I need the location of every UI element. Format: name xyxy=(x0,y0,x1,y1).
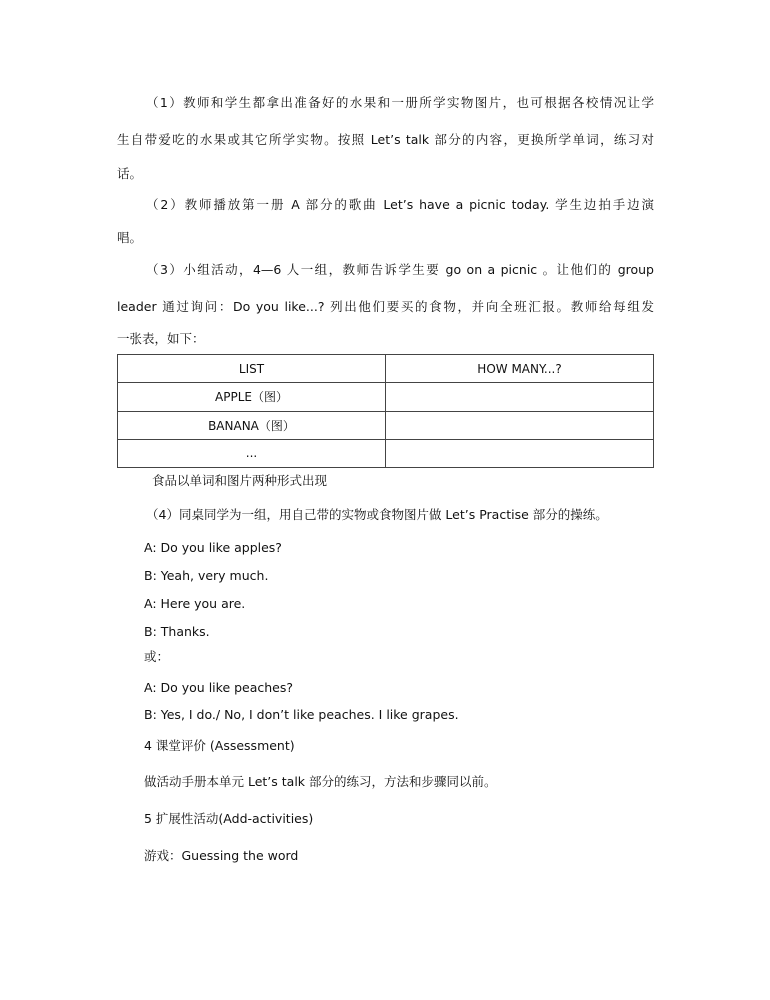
section-5-heading: 5 扩展性活动(Add-activities) xyxy=(144,811,314,826)
table-header-list: LIST xyxy=(118,355,386,383)
table-header-how-many: HOW MANY...? xyxy=(386,355,654,383)
food-list-table xyxy=(117,354,654,468)
dialogue-line: B: Yeah, very much. xyxy=(144,568,269,583)
table-cell: APPLE（图） xyxy=(118,383,386,411)
dialogue-line: A: Do you like peaches? xyxy=(144,680,294,695)
paragraph-3-line-2: leader 通过询问：Do you like...? 列出他们要买的食物，并向全班汇报。教师给每组发 xyxy=(117,299,654,314)
table-cell: BANANA（图） xyxy=(118,411,386,439)
paragraph-2-line-1: （2）教师播放第一册 A 部分的歌曲 Let’s have a picnic today. 学生边拍手边演 xyxy=(146,197,654,212)
paragraph-3-line-1: （3）小组活动，4—6 人一组，教师告诉学生要 go on a picnic 。让他们的 group xyxy=(146,262,654,277)
paragraph-3-line-3: 一张表，如下： xyxy=(117,331,205,346)
table-cell xyxy=(386,383,654,411)
section-4-heading: 4 课堂评价 (Assessment) xyxy=(144,738,295,753)
paragraph-1-line-2: 生自带爱吃的水果或其它所学实物。按照 Let’s talk 部分的内容，更换所学单词，练习对 xyxy=(117,132,654,147)
dialogue-line: B: Thanks. xyxy=(144,624,210,639)
table-header-row xyxy=(118,355,654,383)
section-5-text: 游戏：Guessing the word xyxy=(144,848,299,863)
table-cell xyxy=(386,411,654,439)
table-row xyxy=(118,411,654,439)
dialogue-line: A: Do you like apples? xyxy=(144,540,282,555)
table-row xyxy=(118,383,654,411)
paragraph-2-line-2: 唱。 xyxy=(117,230,143,245)
table-cell: ... xyxy=(118,439,386,467)
table-cell xyxy=(386,439,654,467)
paragraph-4: （4）同桌同学为一组，用自己带的实物或食物图片做 Let’s Practise 部分的操练。 xyxy=(146,507,608,522)
paragraph-1-line-3: 话。 xyxy=(117,166,143,181)
table-row xyxy=(118,439,654,467)
dialogue-line: B: Yes, I do./ No, I don’t like peaches. I like grapes. xyxy=(144,707,459,722)
section-4-text: 做活动手册本单元 Let’s talk 部分的练习，方法和步骤同以前。 xyxy=(144,774,497,789)
table-note: 食品以单词和图片两种形式出现 xyxy=(152,473,328,488)
dialogue-line: A: Here you are. xyxy=(144,596,246,611)
or-text: 或： xyxy=(144,649,170,664)
paragraph-1-line-1: （1）教师和学生都拿出准备好的水果和一册所学实物图片，也可根据各校情况让学 xyxy=(146,95,654,110)
